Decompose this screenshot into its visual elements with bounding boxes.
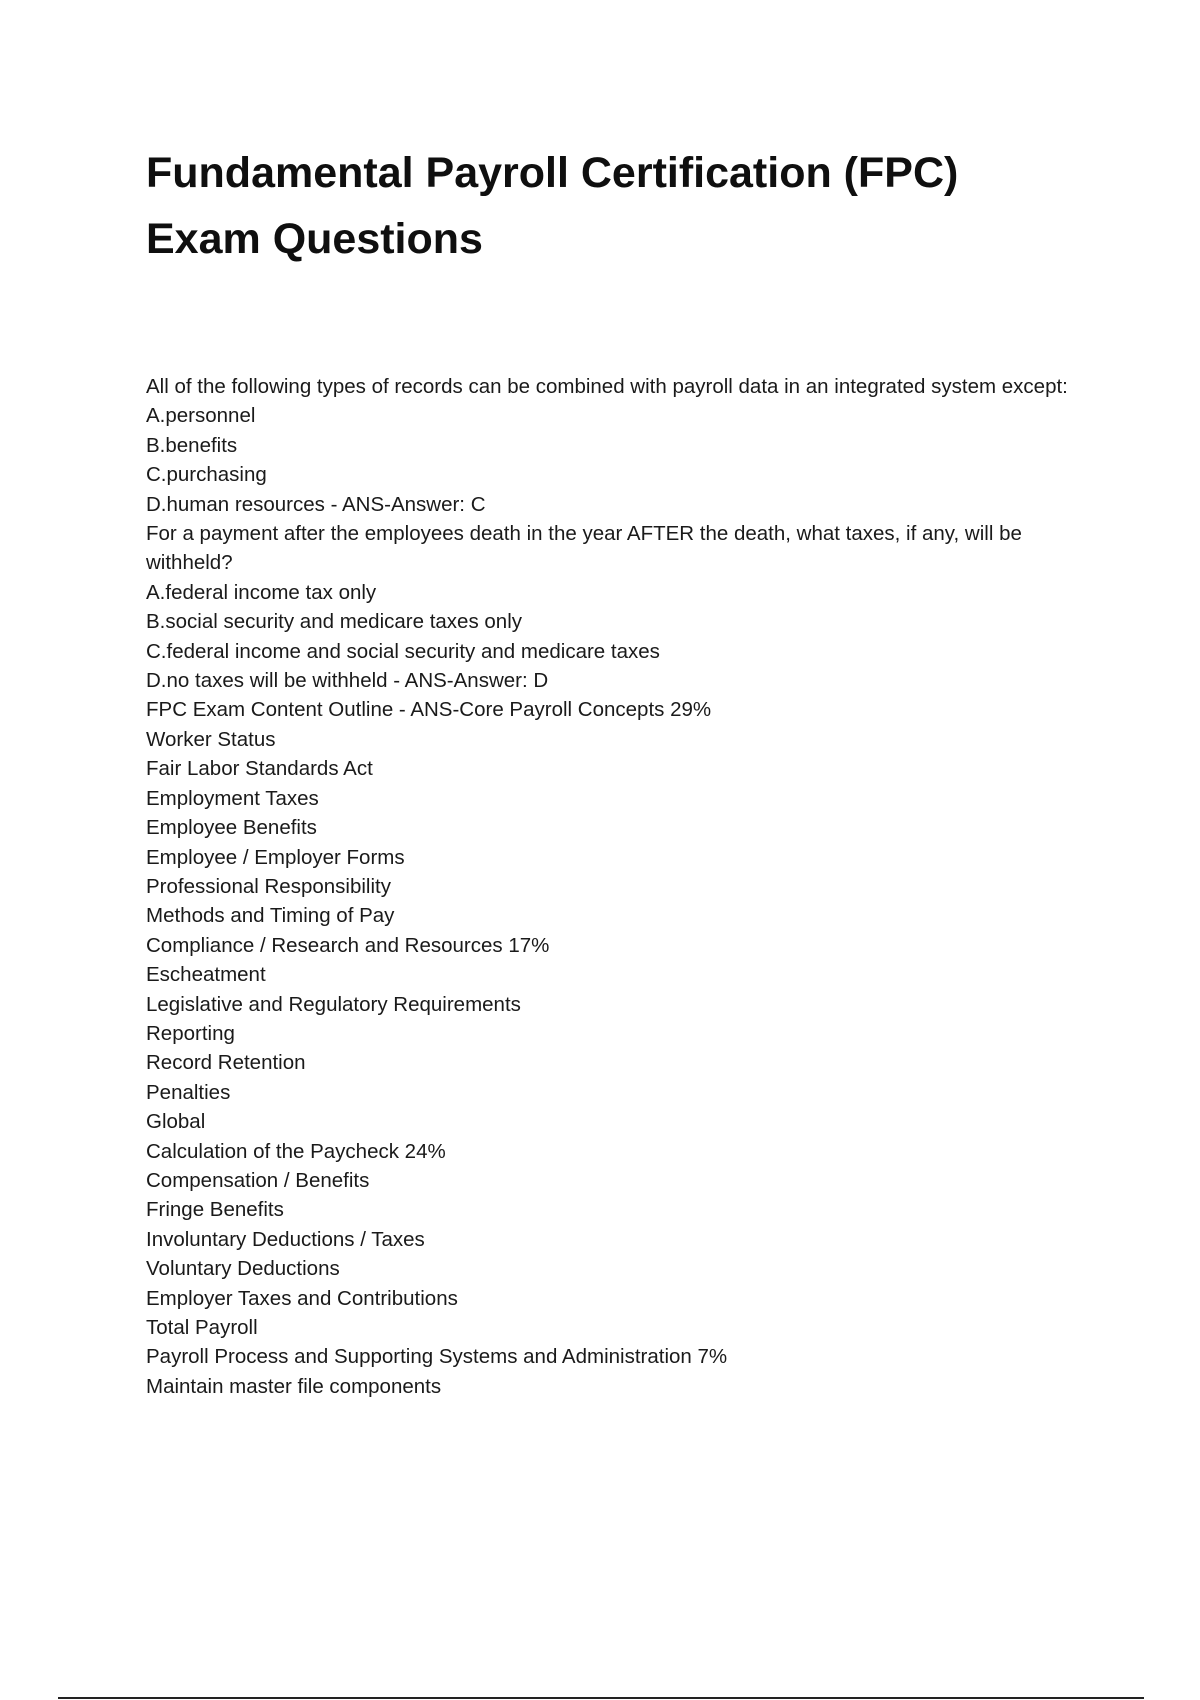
text-line: B.benefits [146, 433, 238, 457]
text-line: Fair Labor Standards Act [146, 757, 373, 781]
text-line: Reporting [146, 1021, 235, 1045]
title-line-2: Exam Questions [146, 215, 483, 263]
text-line: Employment Taxes [146, 786, 319, 810]
text-line: Record Retention [146, 1051, 306, 1075]
text-line: C.federal income and social security and medicare taxes [146, 639, 660, 663]
page-title [146, 140, 1106, 272]
text-line: Compensation / Benefits [146, 1168, 370, 1192]
title-line-1: Fundamental Payroll Certification (FPC) [146, 149, 959, 197]
text-line: Methods and Timing of Pay [146, 904, 395, 928]
text-line: For a payment after the employees death in the year AFTER the death, what taxes, if any, will be withheld? [146, 522, 1022, 575]
text-line: All of the following types of records can be combined with payroll data in an integrated system except: [146, 375, 1068, 398]
text-line: B.social security and medicare taxes only [146, 610, 523, 634]
text-line: Worker Status [146, 727, 276, 751]
text-line: A.federal income tax only [146, 580, 377, 604]
text-line: C.purchasing [146, 463, 267, 487]
text-line: Voluntary Deductions [146, 1257, 340, 1281]
text-line: Professional Responsibility [146, 874, 391, 898]
text-line: Legislative and Regulatory Requirements [146, 992, 521, 1016]
text-line: Employer Taxes and Contributions [146, 1286, 458, 1310]
text-line: Involuntary Deductions / Taxes [146, 1227, 425, 1251]
text-line: FPC Exam Content Outline - ANS-Core Payroll Concepts 29% [146, 698, 712, 722]
text-line: Total Payroll [146, 1316, 258, 1339]
text-line: D.human resources - ANS-Answer: C [146, 492, 486, 516]
text-line: Calculation of the Paycheck 24% [146, 1139, 446, 1163]
text-line: Global [146, 1110, 206, 1134]
text-line: Employee Benefits [146, 816, 317, 840]
document-body [146, 372, 1086, 1401]
text-line: Payroll Process and Supporting Systems and Administration 7% [146, 1345, 728, 1369]
text-line: D.no taxes will be withheld - ANS-Answer: D [146, 669, 549, 693]
text-line: Penalties [146, 1080, 231, 1104]
text-line: Compliance / Research and Resources 17% [146, 933, 550, 957]
text-line: Fringe Benefits [146, 1198, 284, 1222]
text-line: A.personnel [146, 404, 256, 428]
text-line: Employee / Employer Forms [146, 845, 405, 869]
text-line: Maintain master file components [146, 1374, 442, 1398]
text-line: Escheatment [146, 963, 266, 987]
footer-divider [58, 1697, 1144, 1699]
